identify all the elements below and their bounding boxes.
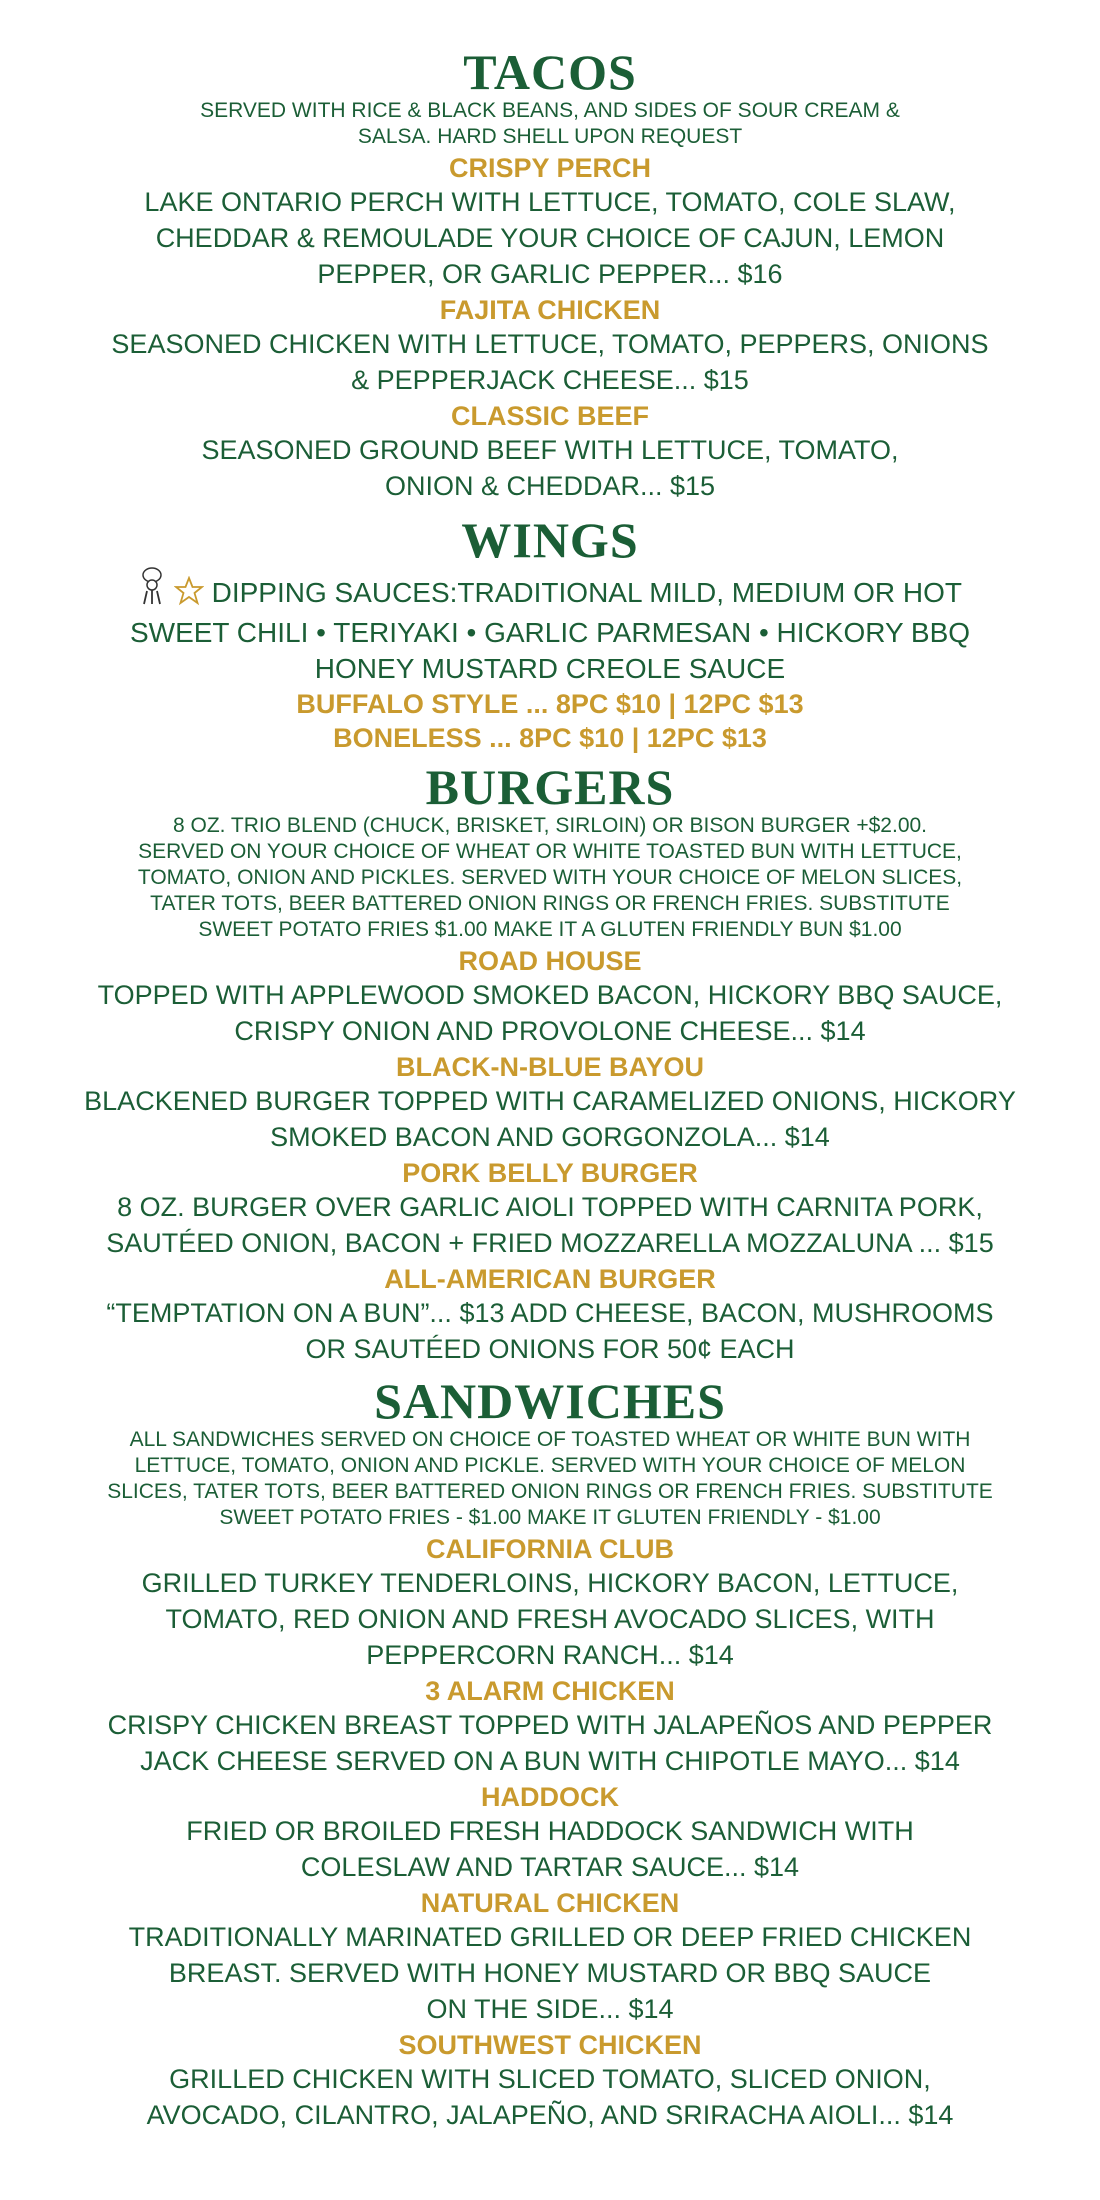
menu-item-name: BLACK-N-BLUE BAYOU (396, 1052, 704, 1082)
menu-item-name: NATURAL CHICKEN (420, 1888, 680, 1918)
sandwiches-intro (20, 1427, 1080, 1531)
menu-item-name: SOUTHWEST CHICKEN (398, 2030, 702, 2060)
tacos-intro-line: SALSA. HARD SHELL UPON REQUEST (357, 125, 743, 148)
section-title-sandwiches: SANDWICHES (374, 1373, 726, 1429)
menu-item-description (30, 326, 1070, 398)
description-line: JACK CHEESE SERVED ON A BUN WITH CHIPOTLE MAYO... $14 (140, 1746, 960, 1776)
menu-item-description (30, 1189, 1070, 1261)
description-line: TRADITIONALLY MARINATED GRILLED OR DEEP FRIED CHICKEN (128, 1922, 972, 1952)
sandwiches-intro-line: SLICES, TATER TOTS, BEER BATTERED ONION RINGS OR FRENCH FRIES. SUBSTITUTE (107, 1480, 993, 1503)
description-line: OR SAUTÉED ONIONS FOR 50¢ EACH (305, 1334, 795, 1364)
description-line: BREAST. SERVED WITH HONEY MUSTARD OR BBQ SAUCE (168, 1958, 932, 1988)
wings-price-boneless: BONELESS ... 8PC $10 | 12PC $13 (333, 723, 767, 753)
description-line: LAKE ONTARIO PERCH WITH LETTUCE, TOMATO, COLE SLAW, (144, 187, 956, 217)
burgers-intro (20, 813, 1080, 943)
sandwiches-intro-line: ALL SANDWICHES SERVED ON CHOICE OF TOASTED WHEAT OR WHITE BUN WITH (129, 1428, 971, 1451)
chef-icon (138, 566, 166, 615)
description-line: SEASONED CHICKEN WITH LETTUCE, TOMATO, PEPPERS, ONIONS (111, 329, 989, 359)
wings-sauces-line: SWEET CHILI • TERIYAKI • GARLIC PARMESAN • HICKORY BBQ (129, 617, 971, 648)
burgers-intro-line: SERVED ON YOUR CHOICE OF WHEAT OR WHITE TOASTED BUN WITH LETTUCE, (138, 840, 962, 863)
sandwiches-intro-line: SWEET POTATO FRIES - $1.00 MAKE IT GLUTEN FRIENDLY - $1.00 (219, 1506, 881, 1529)
description-line: ONION & CHEDDAR... $15 (384, 471, 716, 501)
section-title-wings: WINGS (461, 512, 639, 568)
menu-item-description (30, 1707, 1070, 1779)
menu-item-name: FAJITA CHICKEN (439, 295, 661, 325)
menu-item-name: 3 ALARM CHICKEN (425, 1676, 675, 1706)
description-line: TOMATO, RED ONION AND FRESH AVOCADO SLICES, WITH (165, 1604, 935, 1634)
wings-sauces-line: HONEY MUSTARD CREOLE SAUCE (314, 653, 786, 684)
wings-section (0, 514, 1100, 755)
wings-sauces-line (0, 566, 1100, 615)
sandwiches-section (0, 1375, 1100, 2133)
menu-item-description (30, 2061, 1070, 2133)
description-line: PEPPER, OR GARLIC PEPPER... $16 (317, 259, 783, 289)
section-title-burgers: BURGERS (425, 759, 675, 815)
menu-item-name: CALIFORNIA CLUB (426, 1534, 674, 1564)
tacos-intro (120, 98, 980, 150)
description-line: CRISPY CHICKEN BREAST TOPPED WITH JALAPEÑOS AND PEPPER (107, 1710, 993, 1740)
tacos-section (0, 46, 1100, 504)
description-line: FRIED OR BROILED FRESH HADDOCK SANDWICH WITH (186, 1816, 914, 1846)
description-line: GRILLED TURKEY TENDERLOINS, HICKORY BACON, LETTUCE, (141, 1568, 959, 1598)
burgers-intro-line: TOMATO, ONION AND PICKLES. SERVED WITH YOUR CHOICE OF MELON SLICES, (137, 866, 963, 889)
menu-item-name: CLASSIC BEEF (450, 401, 650, 431)
tacos-intro-line: SERVED WITH RICE & BLACK BEANS, AND SIDES OF SOUR CREAM & (200, 99, 900, 122)
description-line: CHEDDAR & REMOULADE YOUR CHOICE OF CAJUN, LEMON (155, 223, 945, 253)
menu-item-description (30, 1919, 1070, 2027)
description-line: ON THE SIDE... $14 (426, 1994, 674, 2024)
star-icon (174, 576, 204, 615)
description-line: BLACKENED BURGER TOPPED WITH CARAMELIZED ONIONS, HICKORY (84, 1086, 1016, 1116)
description-line: COLESLAW AND TARTAR SAUCE... $14 (300, 1852, 800, 1882)
menu-item-description (70, 1565, 1030, 1673)
menu-item-description (70, 432, 1030, 504)
description-line: SAUTÉED ONION, BACON + FRIED MOZZARELLA MOZZALUNA ... $15 (106, 1228, 994, 1258)
menu-item-name: HADDOCK (481, 1782, 619, 1812)
menu-item-description (30, 1295, 1070, 1367)
menu-page (0, 42, 1100, 2133)
menu-item-description (30, 977, 1070, 1049)
menu-item-name: ALL-AMERICAN BURGER (384, 1264, 716, 1294)
description-line: & PEPPERJACK CHEESE... $15 (351, 365, 749, 395)
menu-item-description (80, 184, 1020, 292)
description-line: SEASONED GROUND BEEF WITH LETTUCE, TOMATO, (201, 435, 899, 465)
section-title-tacos: TACOS (463, 44, 637, 100)
menu-item-name: PORK BELLY BURGER (402, 1158, 698, 1188)
menu-item-description (30, 1083, 1070, 1155)
menu-item-name: ROAD HOUSE (458, 946, 642, 976)
wings-price-buffalo: BUFFALO STYLE ... 8PC $10 | 12PC $13 (296, 689, 804, 719)
description-line: 8 OZ. BURGER OVER GARLIC AIOLI TOPPED WITH CARNITA PORK, (117, 1192, 983, 1222)
description-line: CRISPY ONION AND PROVOLONE CHEESE... $14 (234, 1016, 866, 1046)
description-line: GRILLED CHICKEN WITH SLICED TOMATO, SLICED ONION, (169, 2064, 931, 2094)
burgers-intro-line: TATER TOTS, BEER BATTERED ONION RINGS OR FRENCH FRIES. SUBSTITUTE (150, 892, 950, 915)
menu-item-description (30, 1813, 1070, 1885)
menu-item-name: CRISPY PERCH (448, 153, 652, 183)
burgers-intro-line: 8 OZ. TRIO BLEND (CHUCK, BRISKET, SIRLOIN) OR BISON BURGER +$2.00. (172, 814, 928, 837)
description-line: SMOKED BACON AND GORGONZOLA... $14 (270, 1122, 830, 1152)
description-line: AVOCADO, CILANTRO, JALAPEÑO, AND SRIRACHA AIOLI... $14 (146, 2100, 954, 2130)
description-line: “TEMPTATION ON A BUN”... $13 ADD CHEESE, BACON, MUSHROOMS (106, 1298, 994, 1328)
description-line: PEPPERCORN RANCH... $14 (366, 1640, 734, 1670)
burgers-section (0, 761, 1100, 1367)
burgers-intro-line: SWEET POTATO FRIES $1.00 MAKE IT A GLUTEN FRIENDLY BUN $1.00 (198, 918, 902, 941)
sandwiches-intro-line: LETTUCE, TOMATO, ONION AND PICKLE. SERVED WITH YOUR CHOICE OF MELON (134, 1454, 966, 1477)
description-line: TOPPED WITH APPLEWOOD SMOKED BACON, HICKORY BBQ SAUCE, (97, 980, 1003, 1010)
wings-sauces-text: DIPPING SAUCES:TRADITIONAL MILD, MEDIUM OR HOT (211, 577, 962, 608)
